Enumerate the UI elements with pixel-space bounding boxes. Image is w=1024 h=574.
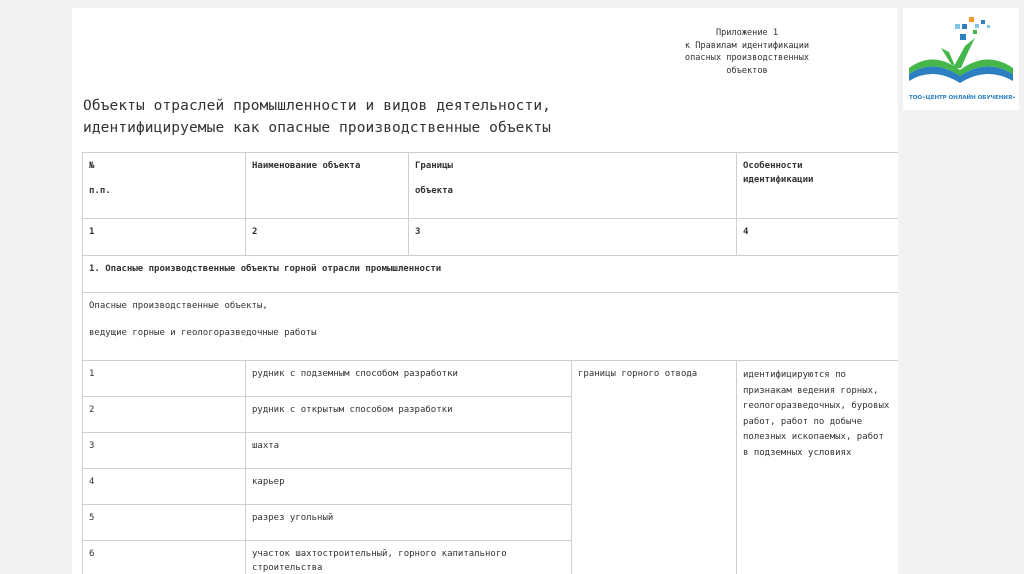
row-object-name: разрез угольный [246, 505, 572, 541]
table-header-row [83, 153, 899, 219]
header-ident-line1: Особенности [743, 161, 803, 171]
appendix-line: Приложение 1 [715, 28, 779, 38]
row-object-name: шахта [246, 433, 572, 469]
header-cell-name [246, 153, 409, 219]
row-number: 4 [83, 469, 246, 505]
header-name-label: Наименование объекта [252, 161, 361, 171]
header-number-sign: № [89, 161, 95, 171]
row-object-name: рудник с открытым способом разработки [246, 397, 572, 433]
header-ident-line2: идентификации [743, 174, 814, 185]
header-boundary-line2: объекта [415, 185, 453, 196]
row-object-name: рудник с подземным способом разработки [246, 361, 572, 397]
row-number: 3 [83, 433, 246, 469]
header-boundary-line1: Границы [415, 161, 453, 171]
header-cell-boundary [409, 153, 737, 219]
subsection-cell [83, 293, 899, 361]
appendix-line: опасных производственных [684, 53, 810, 63]
subsection-line2: ведущие горные и геологоразведочные работы [89, 327, 317, 338]
objects-table [82, 152, 898, 574]
subsection-row [83, 293, 899, 361]
row-number: 5 [83, 505, 246, 541]
table-row [83, 361, 899, 397]
appendix-note [662, 27, 832, 77]
header-cell-number [83, 153, 246, 219]
title-line-1: Объекты отраслей промышленности и видов деятельности, [83, 98, 551, 114]
row-object-name: участок шахтостроительный, горного капитального строительства [246, 541, 572, 574]
header-cell-identification [737, 153, 899, 219]
subsection-line1: Опасные производственные объекты, [89, 301, 268, 311]
boundary-cell: границы горного отвода [572, 361, 737, 574]
company-logo [903, 8, 1019, 110]
section-title: 1. Опасные производственные объекты горной отрасли промышленности [83, 256, 899, 293]
document-page [72, 8, 898, 574]
column-number-3: 3 [409, 219, 737, 256]
column-number-2: 2 [246, 219, 409, 256]
identification-cell: идентифицируются по признакам ведения горных, геологоразведочных, буровых работ, работ по добыче полезных ископаемых, работ в подземных условиях [737, 361, 899, 574]
book-logo-icon [903, 8, 1019, 94]
row-number: 6 [83, 541, 246, 574]
row-number: 2 [83, 397, 246, 433]
appendix-line: объектов [726, 65, 768, 76]
section-row [83, 256, 899, 293]
row-number: 1 [83, 361, 246, 397]
appendix-line: к Правилам идентификации [684, 40, 810, 51]
column-number-4: 4 [737, 219, 899, 256]
header-number-label: п.п. [89, 185, 111, 196]
document-title [83, 95, 723, 139]
logo-caption: ТОО«ЦЕНТР ОНЛАЙН ОБУЧЕНИЯ» [909, 95, 1016, 101]
column-number-1: 1 [83, 219, 246, 256]
row-object-name: карьер [246, 469, 572, 505]
column-number-row [83, 219, 899, 256]
title-line-2: идентифицируемые как опасные производственные объекты [83, 120, 551, 136]
